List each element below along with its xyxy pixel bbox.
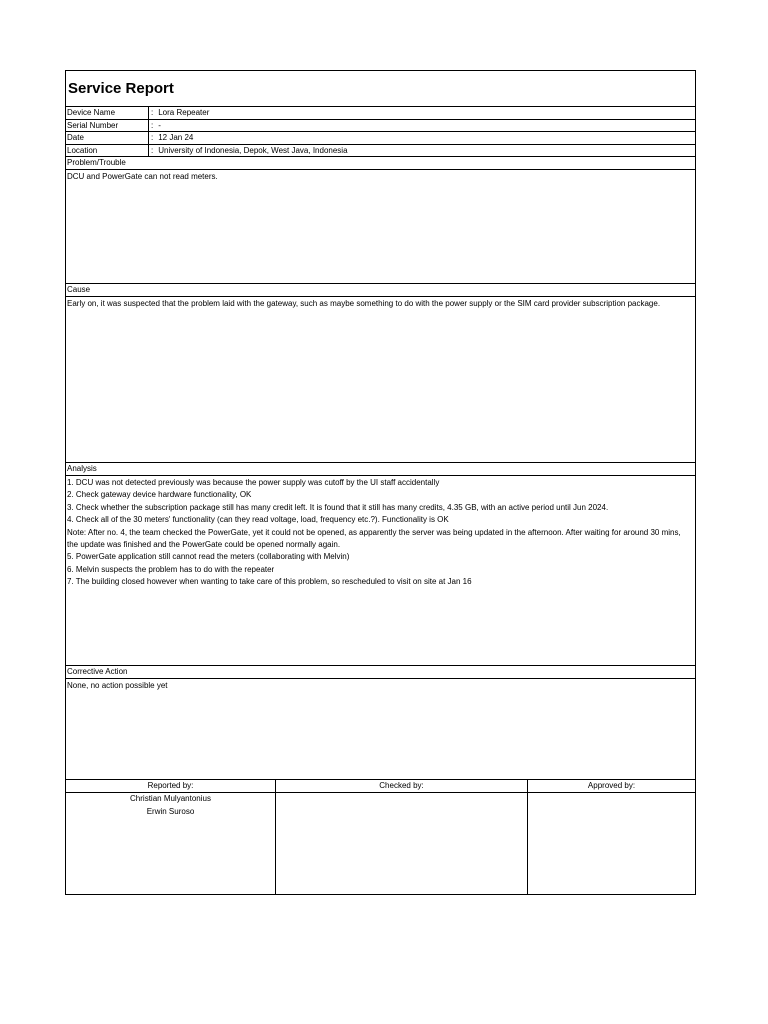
analysis-note: Note: After no. 4, the team checked the PowerGate, yet it could not be opened, as apparently the server was being updated in the afternoon. After waiting for around 30 mins, the update was finished and the PowerGate could be opened normally again.: [67, 527, 681, 550]
analysis-line: 7. The building closed however when wanting to take care of this problem, so rescheduled to visit on site at Jan 16: [67, 577, 472, 587]
field-value: -: [158, 120, 161, 130]
analysis-line: 3. Check whether the subscription package still has many credit left. It is found that it still has many credits, 4.35 GB, with an active period until Jun 2024.: [67, 502, 609, 512]
checked-by-cell: [276, 793, 528, 894]
approved-by-label: Approved by:: [587, 781, 636, 790]
reporter-name: Erwin Suroso: [146, 806, 195, 816]
field-label: Date: [66, 132, 149, 144]
checked-by-label: Checked by:: [276, 780, 528, 792]
service-report-form: [65, 70, 696, 895]
problem-text-area: [66, 170, 695, 284]
signoff-header-row: [66, 780, 695, 793]
corrective-text: None, no action possible yet: [67, 681, 168, 690]
field-value: 12 Jan 24: [158, 133, 194, 142]
field-value: Lora Repeater: [158, 108, 210, 117]
problem-heading: Problem/Trouble: [66, 157, 695, 170]
analysis-line: 1. DCU was not detected previously was because the power supply was cutoff by the UI staff accidentally: [67, 478, 440, 487]
cause-heading: Cause: [66, 284, 695, 297]
analysis-line: 4. Check all of the 30 meters' functionality (can they read voltage, load, frequency etc.?). Functionality is OK: [67, 515, 449, 525]
analysis-line: 5. PowerGate application still cannot read the meters (collaborating with Melvin): [67, 552, 350, 562]
corrective-text-area: [66, 679, 695, 780]
field-label: Device Name: [66, 107, 149, 119]
field-value: University of Indonesia, Depok, West Java, Indonesia: [158, 145, 348, 155]
problem-text: DCU and PowerGate can not read meters.: [67, 172, 218, 181]
field-label: Serial Number: [66, 120, 149, 132]
field-row-location: Location : University of Indonesia, Depok, West Java, Indonesia: [66, 145, 695, 158]
reported-by-cell: [66, 793, 276, 894]
cause-text: Early on, it was suspected that the problem laid with the gateway, such as maybe something to do with the power supply or the SIM card provider subscription package.: [67, 299, 661, 308]
cause-text-area: [66, 297, 695, 463]
analysis-line: 2. Check gateway device hardware functionality, OK: [67, 490, 252, 500]
reported-by-label: Reported by:: [66, 780, 276, 792]
signoff-body-row: [66, 793, 695, 894]
field-row-date: Date : 12 Jan 24: [66, 132, 695, 145]
analysis-line: 6. Melvin suspects the problem has to do with the repeater: [67, 564, 275, 574]
approved-by-cell: [528, 793, 695, 894]
field-label: Location: [66, 145, 149, 157]
field-row-device-name: Device Name : Lora Repeater: [66, 107, 695, 120]
corrective-heading: Corrective Action: [66, 666, 695, 679]
field-row-serial-number: Serial Number : -: [66, 120, 695, 133]
analysis-text-area: [66, 476, 695, 666]
analysis-heading: Analysis: [66, 463, 695, 476]
reporter-name: Christian Mulyantonius: [130, 794, 211, 803]
report-title: Service Report: [66, 71, 695, 107]
